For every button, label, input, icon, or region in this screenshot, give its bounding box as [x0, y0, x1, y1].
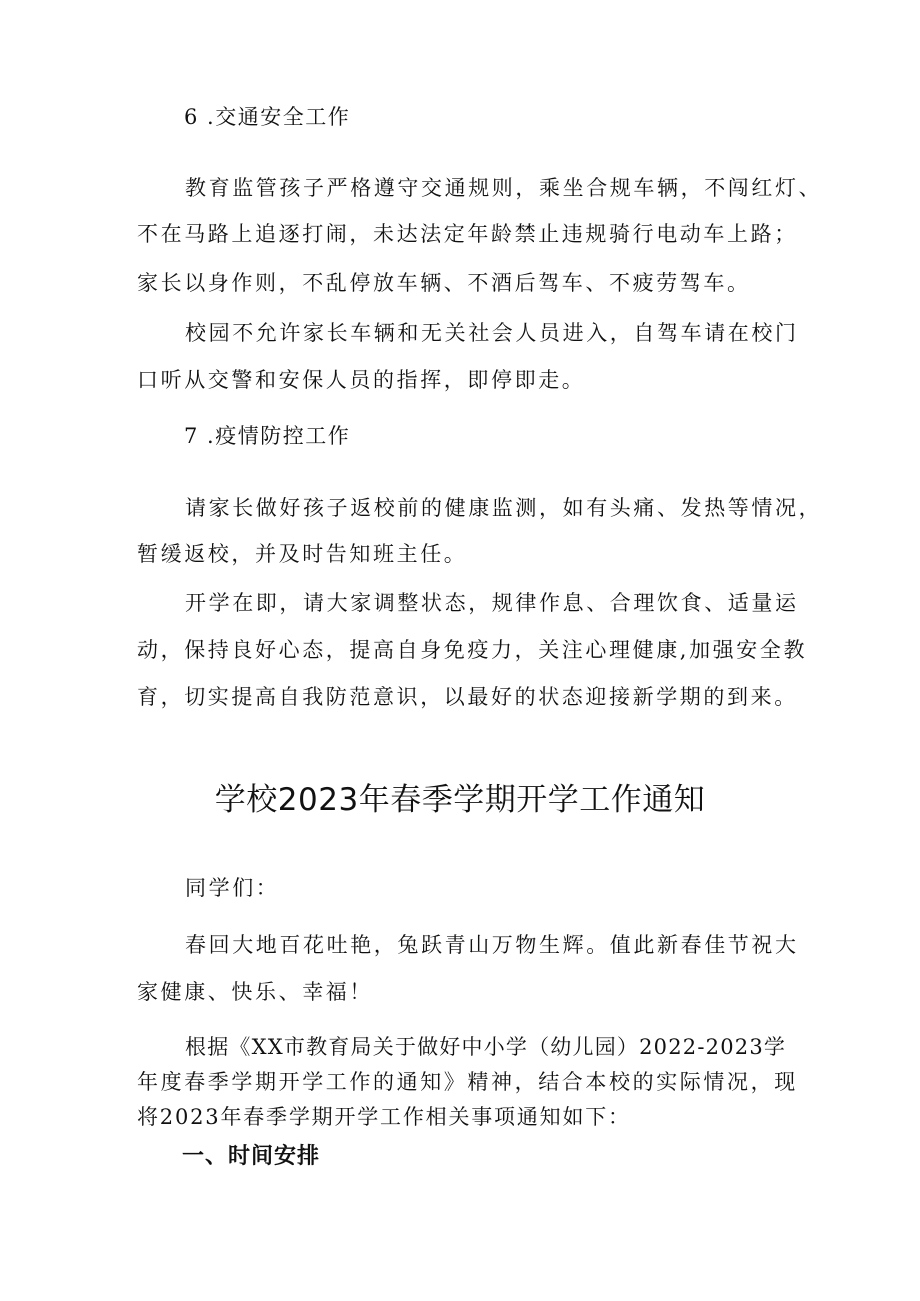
paragraph-line: 请家长做好孩子返校前的健康监测，如有头痛、发热等情况，	[185, 496, 823, 520]
section-heading: 6 .交通安全工作	[184, 105, 351, 129]
greeting: 同学们：	[185, 876, 280, 900]
paragraph-line: 口听从交警和安保人员的指挥，即停即走。	[137, 368, 586, 392]
paragraph-line: 不在马路上追逐打闹，未达法定年龄禁止违规骑行电动车上路；	[137, 222, 798, 246]
paragraph-line: 教育监管孩子严格遵守交通规则，乘坐合规车辆，不闯红灯、	[185, 176, 823, 200]
section-heading: 7 .疫情防控工作	[184, 424, 351, 448]
paragraph-line: 动，保持良好心态，提高自身免疫力，关注心理健康,加强安全教	[137, 638, 808, 662]
paragraph-line: 年度春季学期开学工作的通知》精神，结合本校的实际情况，现	[137, 1070, 798, 1094]
paragraph-line: 开学在即，请大家调整状态，规律作息、合理饮食、适量运	[185, 591, 799, 615]
paragraph-line: 育，切实提高自我防范意识，以最好的状态迎接新学期的到来。	[137, 685, 798, 709]
paragraph-line: 家长以身作则，不乱停放车辆、不酒后驾车、不疲劳驾车。	[137, 271, 751, 295]
paragraph-line: 将2023年春季学期开学工作相关事项通知如下：	[137, 1105, 631, 1129]
paragraph-line: 家健康、快乐、幸福！	[137, 980, 373, 1004]
notice-title: 学校2023年春季学期开学工作通知	[214, 782, 706, 818]
paragraph-line: 校园不允许家长车辆和无关社会人员进入，自驾车请在校门	[185, 321, 799, 345]
paragraph-line: 暂缓返校，并及时告知班主任。	[137, 542, 468, 566]
section-heading: 一、时间安排	[182, 1144, 321, 1169]
paragraph-line: 根据《XX市教育局关于做好中小学（幼儿园）2022-2023学	[185, 1035, 787, 1059]
paragraph-line: 春回大地百花吐艳，兔跃青山万物生辉。值此新春佳节祝大	[185, 933, 799, 957]
